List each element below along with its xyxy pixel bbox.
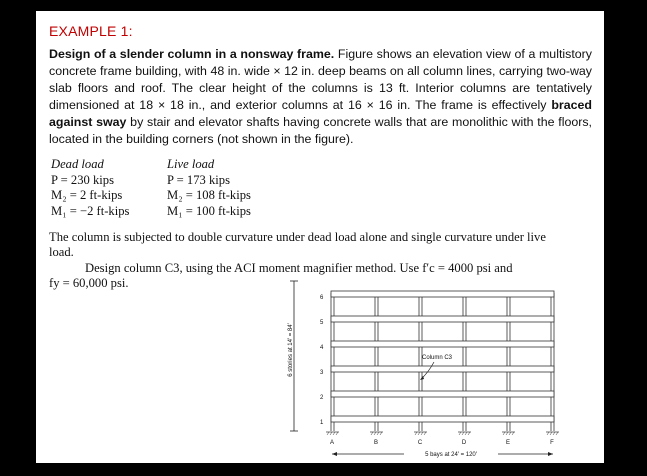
floor-label-5: 5 (320, 320, 324, 326)
hatch-e (503, 432, 514, 435)
ground-hatching (327, 432, 558, 435)
braced-bold: braced against sway (49, 98, 592, 129)
beam-floor-2 (331, 391, 554, 397)
example-title: EXAMPLE 1: (49, 23, 133, 39)
hatch-b (371, 432, 382, 435)
frame-columns (331, 293, 554, 431)
floor-label-6: 6 (320, 295, 324, 301)
column-label-b: B (373, 440, 379, 446)
beam-floor-1 (331, 416, 554, 422)
statement-part1: Figure shows an elevation view of a multistory concrete frame building, with 48 in. wide × 12 in. deep beams on all column lines, carrying two-way slab floors and roof. The clear height of the columns is 13 ft. Interior columns are tentatively dimensioned at 18 × 18 in., and exterior columns at 16 × 16 in. The frame is effectively (49, 47, 592, 112)
frame-elevation-figure (36, 11, 604, 463)
live-load-p: P = 173 kips (167, 172, 230, 187)
slide (36, 11, 604, 463)
column-label-f: F (550, 440, 554, 446)
floor-label-1: 1 (320, 420, 324, 426)
column-c3-label: Column C3 (422, 355, 453, 361)
hatch-d (459, 432, 470, 435)
live-load-m1: M₁ = 100 ft-kips (167, 203, 251, 218)
column-label-a: A (329, 440, 335, 446)
bays-dimension-label: 5 bays at 24′ = 120′ (425, 452, 477, 458)
floor-label-2: 2 (320, 395, 324, 401)
live-load-m2: M₂ = 108 ft-kips (167, 188, 251, 202)
column-label-c: C (417, 440, 423, 446)
column-label-d: D (461, 440, 467, 446)
bays-arrow-right (548, 452, 553, 456)
hatch-f (547, 432, 558, 435)
beam-floor-4 (331, 341, 554, 347)
dead-load-p: P = 230 kips (51, 172, 114, 187)
beam-floor-5 (331, 316, 554, 322)
floor-label-3: 3 (320, 370, 324, 376)
hatch-a (327, 432, 338, 435)
statement-part2: by stair and elevator shafts having concrete walls that are monolithic with the floors, located in the building corners (not shown in the figure). (49, 115, 593, 146)
dead-load-header: Dead load (51, 157, 104, 171)
beam-roof (331, 291, 554, 297)
design-text-line1: Design column C3, using the ACI moment magnifier method. Use f′c = 4000 psi and (85, 261, 513, 275)
dead-load-m1: M₁ = −2 ft-kips (51, 203, 130, 218)
hatch-c (415, 432, 426, 435)
design-text-line2: fy = 60,000 psi. (49, 276, 129, 290)
height-dimension-label: 6 stories at 14′ = 84′ (288, 323, 294, 377)
bays-arrow-left (332, 452, 337, 456)
column-label-e: E (505, 440, 511, 446)
beam-floor-3 (331, 366, 554, 372)
lead-bold: Design of a slender column in a nonsway frame. (49, 47, 335, 61)
dead-load-m2: M₂ = 2 ft-kips (51, 188, 123, 202)
floor-label-4: 4 (320, 345, 324, 351)
live-load-header: Live load (167, 157, 215, 171)
curvature-text: The column is subjected to double curvature under dead load alone and single curvature under live load. (49, 230, 546, 259)
